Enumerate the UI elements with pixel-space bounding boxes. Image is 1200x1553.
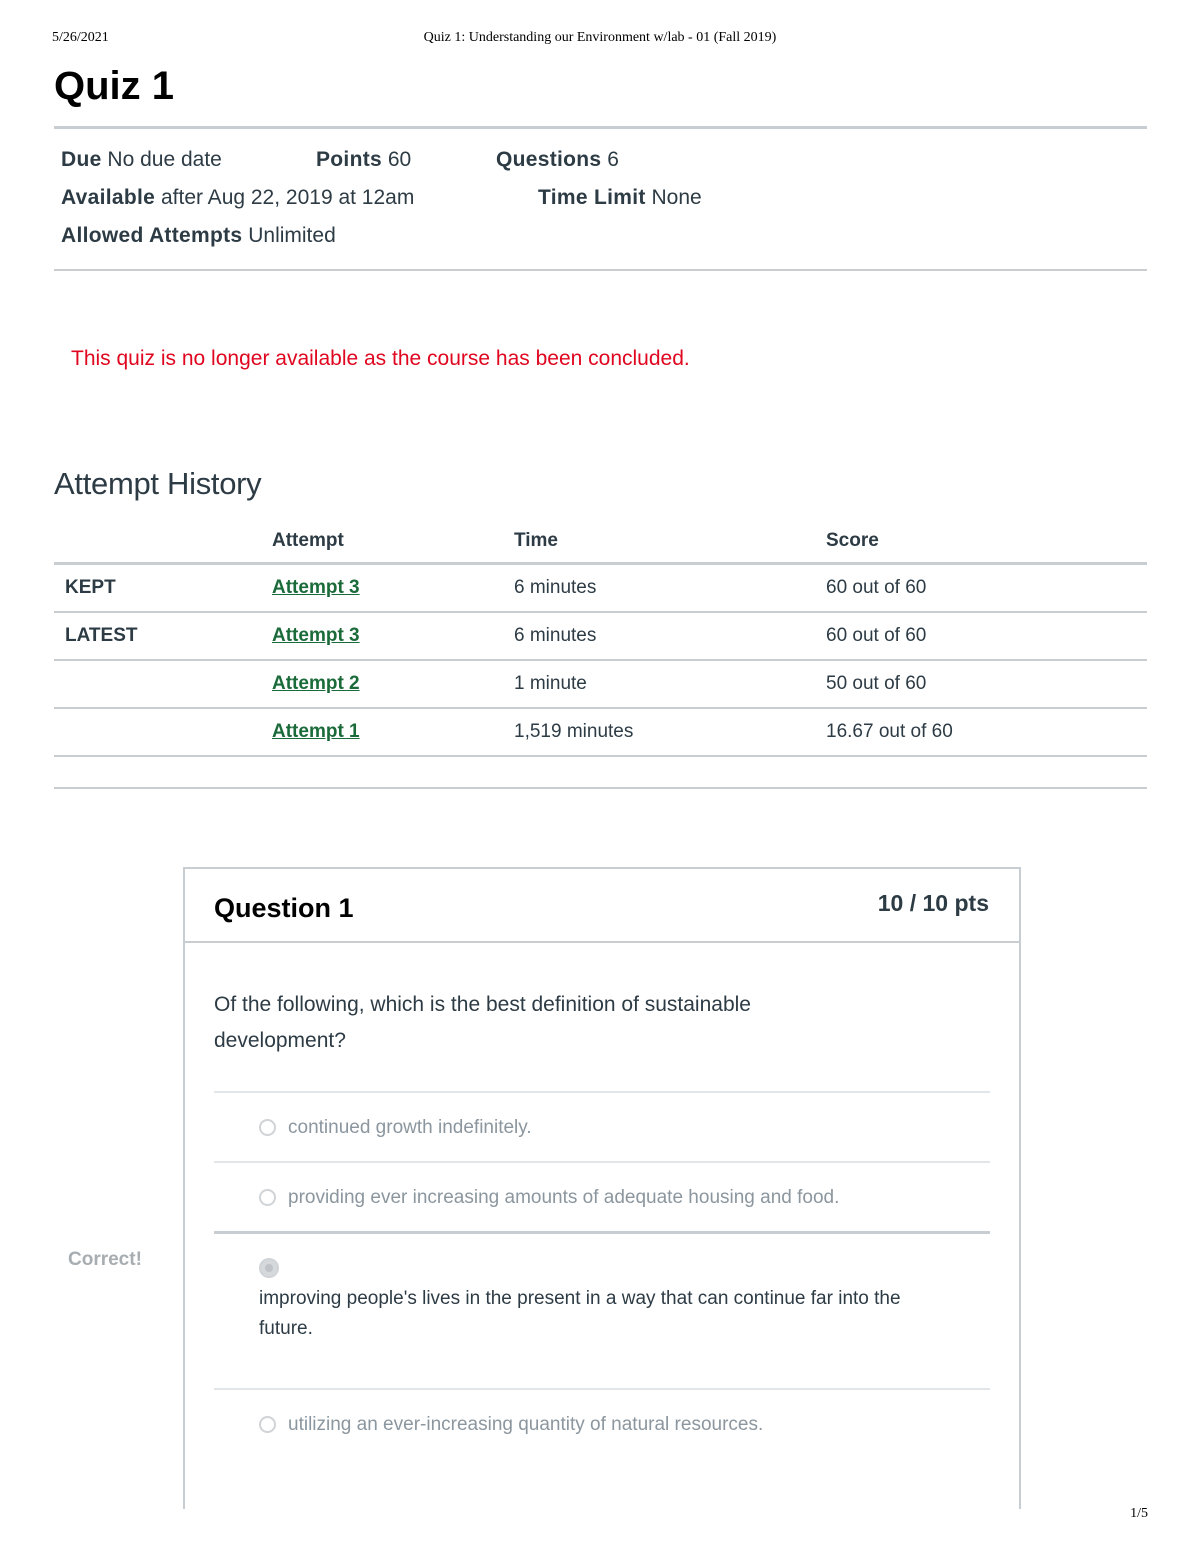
row-status (54, 708, 261, 756)
column-header-status (54, 520, 261, 564)
meta-divider (54, 269, 1147, 271)
print-header (52, 30, 1148, 50)
correct-answer-indicator (54, 1240, 180, 1280)
row-score: 16.67 out of 60 (815, 708, 1147, 756)
due-info (61, 148, 222, 172)
row-status (54, 660, 261, 708)
answer-option-selected[interactable]: improving people's lives in the present in a way that can continue far into the future. (259, 1288, 901, 1339)
answer-option[interactable] (259, 1187, 839, 1209)
answer-text: continued growth indefinitely. (288, 1117, 532, 1138)
time-limit-info (538, 186, 702, 210)
page-number: 1/5 (1130, 1506, 1148, 1521)
radio-icon (259, 1119, 276, 1136)
question-header (185, 869, 1019, 943)
table-row (54, 564, 1147, 613)
answer-divider (214, 1231, 990, 1234)
row-score: 50 out of 60 (815, 660, 1147, 708)
column-header-attempt: Attempt (261, 520, 503, 564)
attempt-link[interactable]: Attempt 2 (272, 673, 360, 694)
due-label: Due (61, 148, 102, 171)
row-status: LATEST (54, 612, 261, 660)
available-value: after Aug 22, 2019 at 12am (160, 186, 415, 209)
attempt-history-table (54, 520, 1147, 757)
radio-icon (259, 1416, 276, 1433)
row-time: 1 minute (503, 660, 815, 708)
quiz-unavailable-notice: This quiz is no longer available as the course has been concluded. (71, 347, 690, 370)
row-time: 6 minutes (503, 612, 815, 660)
table-row (54, 612, 1147, 660)
radio-icon (259, 1189, 276, 1206)
answer-divider (214, 1161, 990, 1163)
page-title: Quiz 1 (54, 64, 175, 108)
row-time: 6 minutes (503, 564, 815, 613)
section-divider (54, 787, 1147, 789)
print-document-title: Quiz 1: Understanding our Environment w/lab - 01 (Fall 2019) (423, 30, 777, 45)
correct-label-text: Correct! (68, 1249, 142, 1270)
table-row (54, 708, 1147, 756)
table-header-row (54, 520, 1147, 564)
points-value: 60 (387, 148, 412, 171)
points-label: Points (316, 148, 382, 171)
available-label: Available (61, 186, 156, 209)
question-text: Of the following, which is the best definition of sustainable development? (214, 993, 751, 1052)
due-value: No due date (107, 148, 222, 171)
question-number: Question 1 (214, 893, 354, 923)
answer-option[interactable] (259, 1117, 532, 1139)
time-limit-value: None (651, 186, 702, 209)
attempt-link[interactable]: Attempt 1 (272, 721, 360, 742)
attempt-link[interactable]: Attempt 3 (272, 625, 360, 646)
header-divider (54, 126, 1147, 129)
answer-text: providing ever increasing amounts of adequate housing and food. (288, 1187, 840, 1208)
answer-divider (214, 1388, 990, 1390)
available-info (61, 186, 414, 210)
row-status: KEPT (54, 564, 261, 613)
row-time: 1,519 minutes (503, 708, 815, 756)
attempt-history-heading: Attempt History (54, 466, 262, 501)
print-date: 5/26/2021 (52, 30, 109, 45)
allowed-attempts-info (61, 224, 336, 248)
column-header-score: Score (815, 520, 1147, 564)
row-score: 60 out of 60 (815, 564, 1147, 613)
table-row (54, 660, 1147, 708)
questions-value: 6 (607, 148, 619, 171)
answer-option[interactable] (259, 1414, 763, 1436)
time-limit-label: Time Limit (538, 186, 646, 209)
question-points: 10 / 10 pts (877, 890, 989, 916)
radio-selected-icon[interactable] (259, 1258, 279, 1278)
row-score: 60 out of 60 (815, 612, 1147, 660)
answer-text: utilizing an ever-increasing quantity of natural resources. (288, 1414, 764, 1435)
allowed-attempts-label: Allowed Attempts (61, 224, 243, 247)
answer-divider (214, 1091, 990, 1093)
points-info (316, 148, 411, 172)
column-header-time: Time (503, 520, 815, 564)
allowed-attempts-value: Unlimited (248, 224, 336, 247)
questions-info (496, 148, 619, 172)
questions-label: Questions (496, 148, 602, 171)
question-card (183, 867, 1021, 1509)
attempt-link[interactable]: Attempt 3 (272, 577, 360, 598)
